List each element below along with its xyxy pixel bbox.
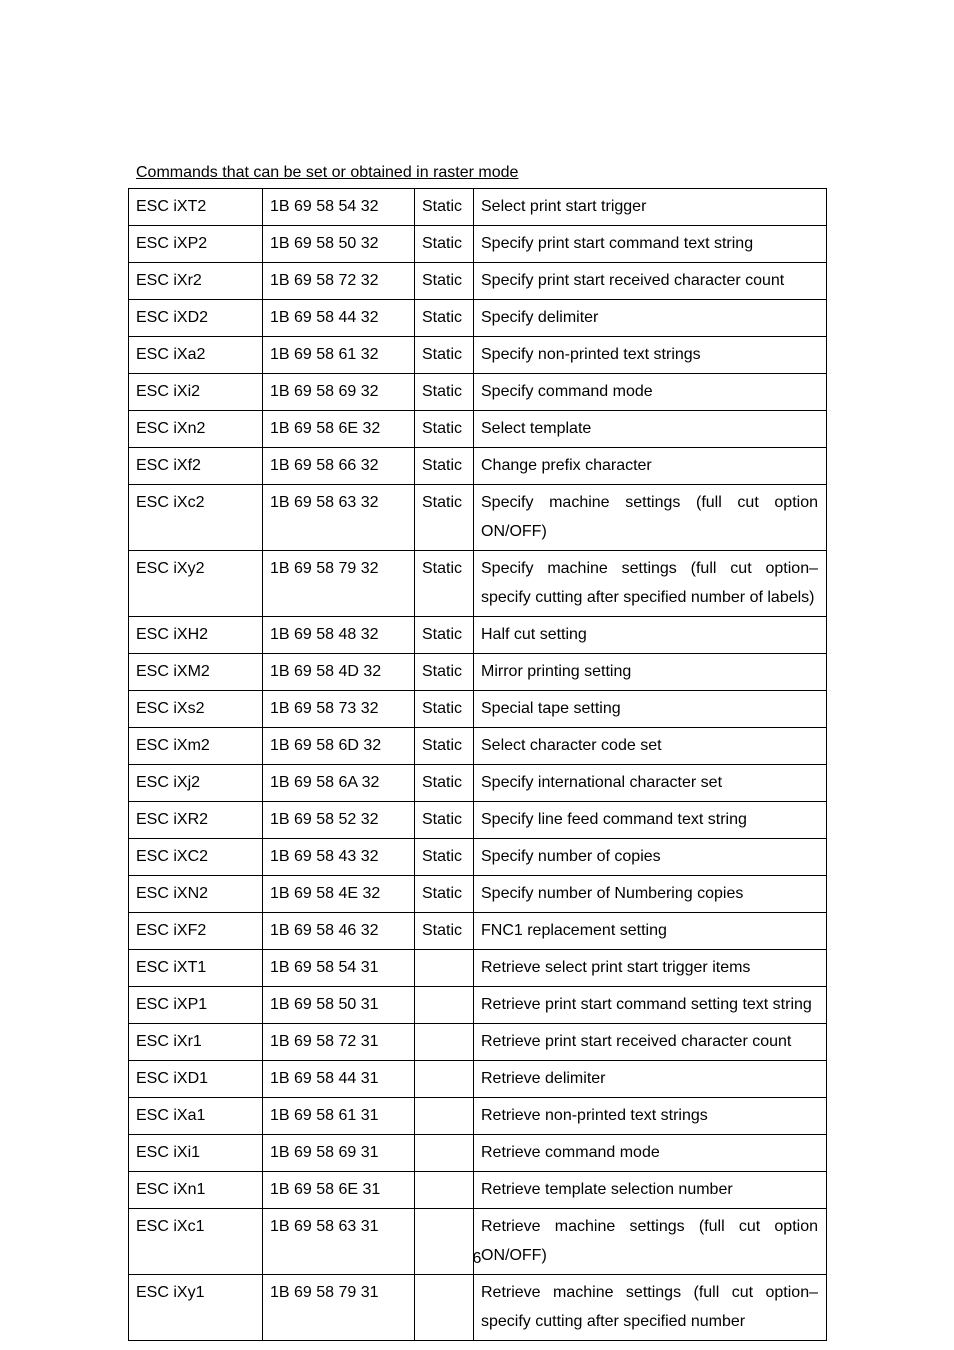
type-cell xyxy=(415,950,474,987)
hex-cell: 1B 69 58 46 32 xyxy=(263,913,415,950)
command-cell: ESC iXM2 xyxy=(129,654,263,691)
command-cell: ESC iXr1 xyxy=(129,1024,263,1061)
hex-cell: 1B 69 58 4D 32 xyxy=(263,654,415,691)
table-row xyxy=(129,876,827,913)
hex-cell: 1B 69 58 6D 32 xyxy=(263,728,415,765)
table-row xyxy=(129,300,827,337)
description-cell: Select print start trigger xyxy=(474,189,827,226)
type-cell xyxy=(415,1098,474,1135)
table-row xyxy=(129,913,827,950)
type-cell: Static xyxy=(415,691,474,728)
command-cell: ESC iXP1 xyxy=(129,987,263,1024)
table-row xyxy=(129,448,827,485)
hex-cell: 1B 69 58 44 32 xyxy=(263,300,415,337)
type-cell xyxy=(415,1275,474,1341)
table-row xyxy=(129,374,827,411)
type-cell: Static xyxy=(415,374,474,411)
command-cell: ESC iXN2 xyxy=(129,876,263,913)
command-cell: ESC iXi2 xyxy=(129,374,263,411)
description-cell: Retrieve machine settings (full cut option–specify cutting after specified number xyxy=(474,1275,827,1341)
hex-cell: 1B 69 58 61 31 xyxy=(263,1098,415,1135)
type-cell: Static xyxy=(415,876,474,913)
description-cell: Specify print start received character count xyxy=(474,263,827,300)
description-cell: Half cut setting xyxy=(474,617,827,654)
hex-cell: 1B 69 58 52 32 xyxy=(263,802,415,839)
table-row xyxy=(129,987,827,1024)
command-cell: ESC iXc2 xyxy=(129,485,263,551)
type-cell: Static xyxy=(415,411,474,448)
table-row xyxy=(129,1061,827,1098)
hex-cell: 1B 69 58 73 32 xyxy=(263,691,415,728)
hex-cell: 1B 69 58 63 32 xyxy=(263,485,415,551)
description-cell: FNC1 replacement setting xyxy=(474,913,827,950)
description-cell: Select character code set xyxy=(474,728,827,765)
command-cell: ESC iXj2 xyxy=(129,765,263,802)
command-cell: ESC iXa1 xyxy=(129,1098,263,1135)
description-cell: Retrieve template selection number xyxy=(474,1172,827,1209)
description-cell: Retrieve print start command setting text string xyxy=(474,987,827,1024)
table-caption: Commands that can be set or obtained in raster mode xyxy=(136,164,519,181)
command-cell: ESC iXr2 xyxy=(129,263,263,300)
table-row xyxy=(129,728,827,765)
description-cell: Specify print start command text string xyxy=(474,226,827,263)
command-table-body xyxy=(129,189,827,1341)
table-row xyxy=(129,226,827,263)
hex-cell: 1B 69 58 44 31 xyxy=(263,1061,415,1098)
command-table xyxy=(128,188,827,1341)
table-row xyxy=(129,691,827,728)
description-cell: Specify line feed command text string xyxy=(474,802,827,839)
command-cell: ESC iXD2 xyxy=(129,300,263,337)
type-cell: Static xyxy=(415,728,474,765)
type-cell: Static xyxy=(415,765,474,802)
command-cell: ESC iXc1 xyxy=(129,1209,263,1275)
table-row xyxy=(129,1275,827,1341)
hex-cell: 1B 69 58 54 31 xyxy=(263,950,415,987)
type-cell xyxy=(415,987,474,1024)
type-cell: Static xyxy=(415,189,474,226)
hex-cell: 1B 69 58 61 32 xyxy=(263,337,415,374)
table-row xyxy=(129,189,827,226)
table-row xyxy=(129,263,827,300)
type-cell: Static xyxy=(415,448,474,485)
table-row xyxy=(129,617,827,654)
command-cell: ESC iXn1 xyxy=(129,1172,263,1209)
hex-cell: 1B 69 58 6A 32 xyxy=(263,765,415,802)
type-cell xyxy=(415,1172,474,1209)
hex-cell: 1B 69 58 79 32 xyxy=(263,551,415,617)
type-cell: Static xyxy=(415,617,474,654)
description-cell: Mirror printing setting xyxy=(474,654,827,691)
command-cell: ESC iXs2 xyxy=(129,691,263,728)
type-cell: Static xyxy=(415,654,474,691)
description-cell: Special tape setting xyxy=(474,691,827,728)
hex-cell: 1B 69 58 69 32 xyxy=(263,374,415,411)
type-cell: Static xyxy=(415,839,474,876)
command-cell: ESC iXP2 xyxy=(129,226,263,263)
table-row xyxy=(129,1024,827,1061)
command-cell: ESC iXT2 xyxy=(129,189,263,226)
table-row xyxy=(129,411,827,448)
description-cell: Specify non-printed text strings xyxy=(474,337,827,374)
hex-cell: 1B 69 58 79 31 xyxy=(263,1275,415,1341)
description-cell: Retrieve select print start trigger items xyxy=(474,950,827,987)
description-cell: Specify delimiter xyxy=(474,300,827,337)
table-row xyxy=(129,485,827,551)
hex-cell: 1B 69 58 63 31 xyxy=(263,1209,415,1275)
description-cell: Retrieve machine settings (full cut option ON/OFF) xyxy=(474,1209,827,1275)
table-row xyxy=(129,802,827,839)
description-cell: Specify number of copies xyxy=(474,839,827,876)
command-cell: ESC iXy2 xyxy=(129,551,263,617)
command-cell: ESC iXi1 xyxy=(129,1135,263,1172)
description-cell: Change prefix character xyxy=(474,448,827,485)
hex-cell: 1B 69 58 43 32 xyxy=(263,839,415,876)
command-cell: ESC iXf2 xyxy=(129,448,263,485)
hex-cell: 1B 69 58 72 32 xyxy=(263,263,415,300)
command-cell: ESC iXD1 xyxy=(129,1061,263,1098)
hex-cell: 1B 69 58 50 32 xyxy=(263,226,415,263)
table-row xyxy=(129,1172,827,1209)
table-row xyxy=(129,839,827,876)
description-cell: Specify machine settings (full cut option–specify cutting after specified number of labels) xyxy=(474,551,827,617)
description-cell: Specify machine settings (full cut option ON/OFF) xyxy=(474,485,827,551)
command-cell: ESC iXn2 xyxy=(129,411,263,448)
description-cell: Specify number of Numbering copies xyxy=(474,876,827,913)
description-cell: Specify command mode xyxy=(474,374,827,411)
type-cell: Static xyxy=(415,337,474,374)
command-cell: ESC iXR2 xyxy=(129,802,263,839)
type-cell: Static xyxy=(415,300,474,337)
description-cell: Retrieve delimiter xyxy=(474,1061,827,1098)
description-cell: Select template xyxy=(474,411,827,448)
type-cell xyxy=(415,1061,474,1098)
description-cell: Specify international character set xyxy=(474,765,827,802)
page-number: 6 xyxy=(472,1250,482,1267)
hex-cell: 1B 69 58 69 31 xyxy=(263,1135,415,1172)
hex-cell: 1B 69 58 50 31 xyxy=(263,987,415,1024)
command-cell: ESC iXH2 xyxy=(129,617,263,654)
type-cell: Static xyxy=(415,226,474,263)
command-cell: ESC iXF2 xyxy=(129,913,263,950)
description-cell: Retrieve non-printed text strings xyxy=(474,1098,827,1135)
table-row xyxy=(129,1098,827,1135)
hex-cell: 1B 69 58 48 32 xyxy=(263,617,415,654)
command-cell: ESC iXC2 xyxy=(129,839,263,876)
command-cell: ESC iXa2 xyxy=(129,337,263,374)
description-cell: Retrieve print start received character count xyxy=(474,1024,827,1061)
hex-cell: 1B 69 58 6E 32 xyxy=(263,411,415,448)
hex-cell: 1B 69 58 4E 32 xyxy=(263,876,415,913)
command-cell: ESC iXm2 xyxy=(129,728,263,765)
hex-cell: 1B 69 58 54 32 xyxy=(263,189,415,226)
table-row xyxy=(129,551,827,617)
table-row xyxy=(129,765,827,802)
hex-cell: 1B 69 58 66 32 xyxy=(263,448,415,485)
table-row xyxy=(129,654,827,691)
table-row xyxy=(129,1135,827,1172)
table-row xyxy=(129,950,827,987)
type-cell xyxy=(415,1135,474,1172)
hex-cell: 1B 69 58 72 31 xyxy=(263,1024,415,1061)
type-cell xyxy=(415,1024,474,1061)
type-cell: Static xyxy=(415,551,474,617)
table-row xyxy=(129,337,827,374)
description-cell: Retrieve command mode xyxy=(474,1135,827,1172)
type-cell: Static xyxy=(415,263,474,300)
type-cell: Static xyxy=(415,485,474,551)
command-cell: ESC iXy1 xyxy=(129,1275,263,1341)
type-cell: Static xyxy=(415,802,474,839)
hex-cell: 1B 69 58 6E 31 xyxy=(263,1172,415,1209)
type-cell: Static xyxy=(415,913,474,950)
command-cell: ESC iXT1 xyxy=(129,950,263,987)
